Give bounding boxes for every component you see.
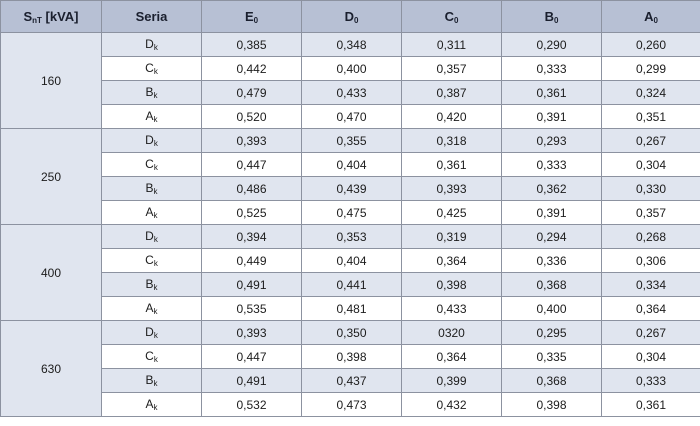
value-cell: 0,350 [302,321,402,345]
series-cell [102,201,202,225]
header-loss-d0: D0 [302,1,402,33]
value-cell: 0,491 [202,273,302,297]
value-cell: 0,361 [602,393,700,417]
series-label: C [145,253,154,267]
series-label: D [145,133,154,147]
value-cell: 0,398 [402,273,502,297]
value-cell: 0,333 [502,153,602,177]
value-cell: 0,447 [202,345,302,369]
value-cell: 0,525 [202,201,302,225]
value-cell: 0,355 [302,129,402,153]
value-cell: 0,304 [602,345,700,369]
value-cell: 0,400 [302,57,402,81]
table-row [1,201,700,225]
value-cell: 0,357 [602,201,700,225]
series-label: D [145,37,154,51]
value-cell: 0,330 [602,177,700,201]
value-cell: 0,364 [402,249,502,273]
series-subscript: k [153,163,158,172]
table-row [1,129,700,153]
series-subscript: k [153,115,158,124]
table-row [1,297,700,321]
value-cell: 0,293 [502,129,602,153]
value-cell: 0,393 [202,129,302,153]
series-label: D [145,325,154,339]
value-cell: 0,394 [202,225,302,249]
value-cell: 0,475 [302,201,402,225]
header-loss-c0: C0 [402,1,502,33]
value-cell: 0,333 [502,57,602,81]
series-subscript: k [153,307,158,316]
table-row [1,249,700,273]
value-cell: 0,311 [402,33,502,57]
value-cell: 0,473 [302,393,402,417]
value-cell: 0,304 [602,153,700,177]
value-cell: 0,318 [402,129,502,153]
series-label: A [145,301,154,315]
table-row [1,393,700,417]
value-cell: 0,393 [202,321,302,345]
value-cell: 0,491 [202,369,302,393]
series-subscript: k [153,139,158,148]
value-cell: 0,441 [302,273,402,297]
value-cell: 0,357 [402,57,502,81]
series-cell [102,57,202,81]
table-row [1,153,700,177]
value-cell: 0,299 [602,57,700,81]
value-cell: 0,268 [602,225,700,249]
series-subscript: k [153,43,158,52]
series-subscript: k [153,187,158,196]
value-cell: 0,319 [402,225,502,249]
size-cell: 630 [1,321,102,417]
table-row [1,225,700,249]
table-row [1,369,700,393]
value-cell: 0,432 [402,393,502,417]
value-cell: 0,481 [302,297,402,321]
value-cell: 0,324 [602,81,700,105]
value-cell: 0,290 [502,33,602,57]
value-cell: 0,391 [502,201,602,225]
series-cell [102,81,202,105]
series-subscript: k [153,91,158,100]
table-row [1,33,700,57]
value-cell: 0,404 [302,249,402,273]
value-cell: 0,400 [502,297,602,321]
series-label: B [145,85,154,99]
series-cell [102,129,202,153]
table-row [1,177,700,201]
value-cell: 0,362 [502,177,602,201]
value-cell: 0,295 [502,321,602,345]
table-row [1,81,700,105]
value-cell: 0,364 [602,297,700,321]
table-row [1,345,700,369]
series-cell [102,105,202,129]
series-subscript: k [153,67,158,76]
value-cell: 0,449 [202,249,302,273]
value-cell: 0,486 [202,177,302,201]
value-cell: 0,361 [502,81,602,105]
series-cell [102,369,202,393]
series-cell [102,33,202,57]
value-cell: 0,437 [302,369,402,393]
series-label: A [145,205,154,219]
value-cell: 0,361 [402,153,502,177]
size-cell: 160 [1,33,102,129]
series-subscript: k [153,331,158,340]
header-size: SnT [kVA] [1,1,102,33]
value-cell: 0,447 [202,153,302,177]
value-cell: 0,334 [602,273,700,297]
value-cell: 0,385 [202,33,302,57]
value-cell: 0,470 [302,105,402,129]
value-cell: 0,391 [502,105,602,129]
size-cell: 250 [1,129,102,225]
series-label: B [145,181,154,195]
size-cell: 400 [1,225,102,321]
value-cell: 0,433 [302,81,402,105]
value-cell: 0,433 [402,297,502,321]
header-row [1,1,700,33]
series-cell [102,153,202,177]
series-cell [102,393,202,417]
value-cell: 0,393 [402,177,502,201]
value-cell: 0,439 [302,177,402,201]
value-cell: 0,368 [502,369,602,393]
value-cell: 0,335 [502,345,602,369]
value-cell: 0,520 [202,105,302,129]
series-label: C [145,349,154,363]
series-subscript: k [153,259,158,268]
series-label: A [145,397,154,411]
series-cell [102,321,202,345]
value-cell: 0,348 [302,33,402,57]
series-cell [102,177,202,201]
value-cell: 0,364 [402,345,502,369]
table-row [1,57,700,81]
value-cell: 0,351 [602,105,700,129]
value-cell: 0,387 [402,81,502,105]
series-label: D [145,229,154,243]
value-cell: 0,420 [402,105,502,129]
value-cell: 0,260 [602,33,700,57]
value-cell: 0,442 [202,57,302,81]
series-cell [102,345,202,369]
value-cell: 0,368 [502,273,602,297]
value-cell: 0,425 [402,201,502,225]
series-cell [102,273,202,297]
series-subscript: k [153,235,158,244]
header-loss-a0: A0 [602,1,700,33]
value-cell: 0,353 [302,225,402,249]
series-label: C [145,157,154,171]
header-loss-b0: B0 [502,1,602,33]
value-cell: 0,399 [402,369,502,393]
series-subscript: k [153,403,158,412]
value-cell: 0,479 [202,81,302,105]
value-cell: 0320 [402,321,502,345]
series-cell [102,249,202,273]
series-label: B [145,373,154,387]
series-cell [102,225,202,249]
value-cell: 0,306 [602,249,700,273]
series-label: C [145,61,154,75]
series-subscript: k [153,211,158,220]
table-row [1,321,700,345]
value-cell: 0,267 [602,129,700,153]
value-cell: 0,532 [202,393,302,417]
table-row [1,105,700,129]
series-subscript: k [153,283,158,292]
header-seria: Seria [102,1,202,33]
table-row [1,273,700,297]
value-cell: 0,267 [602,321,700,345]
value-cell: 0,333 [602,369,700,393]
value-cell: 0,404 [302,153,402,177]
header-loss-e0: E0 [202,1,302,33]
value-cell: 0,398 [502,393,602,417]
series-label: B [145,277,154,291]
value-cell: 0,398 [302,345,402,369]
series-subscript: k [153,379,158,388]
value-cell: 0,336 [502,249,602,273]
value-cell: 0,535 [202,297,302,321]
series-label: A [145,109,154,123]
value-cell: 0,294 [502,225,602,249]
series-subscript: k [153,355,158,364]
table-body [1,33,700,417]
series-cell [102,297,202,321]
